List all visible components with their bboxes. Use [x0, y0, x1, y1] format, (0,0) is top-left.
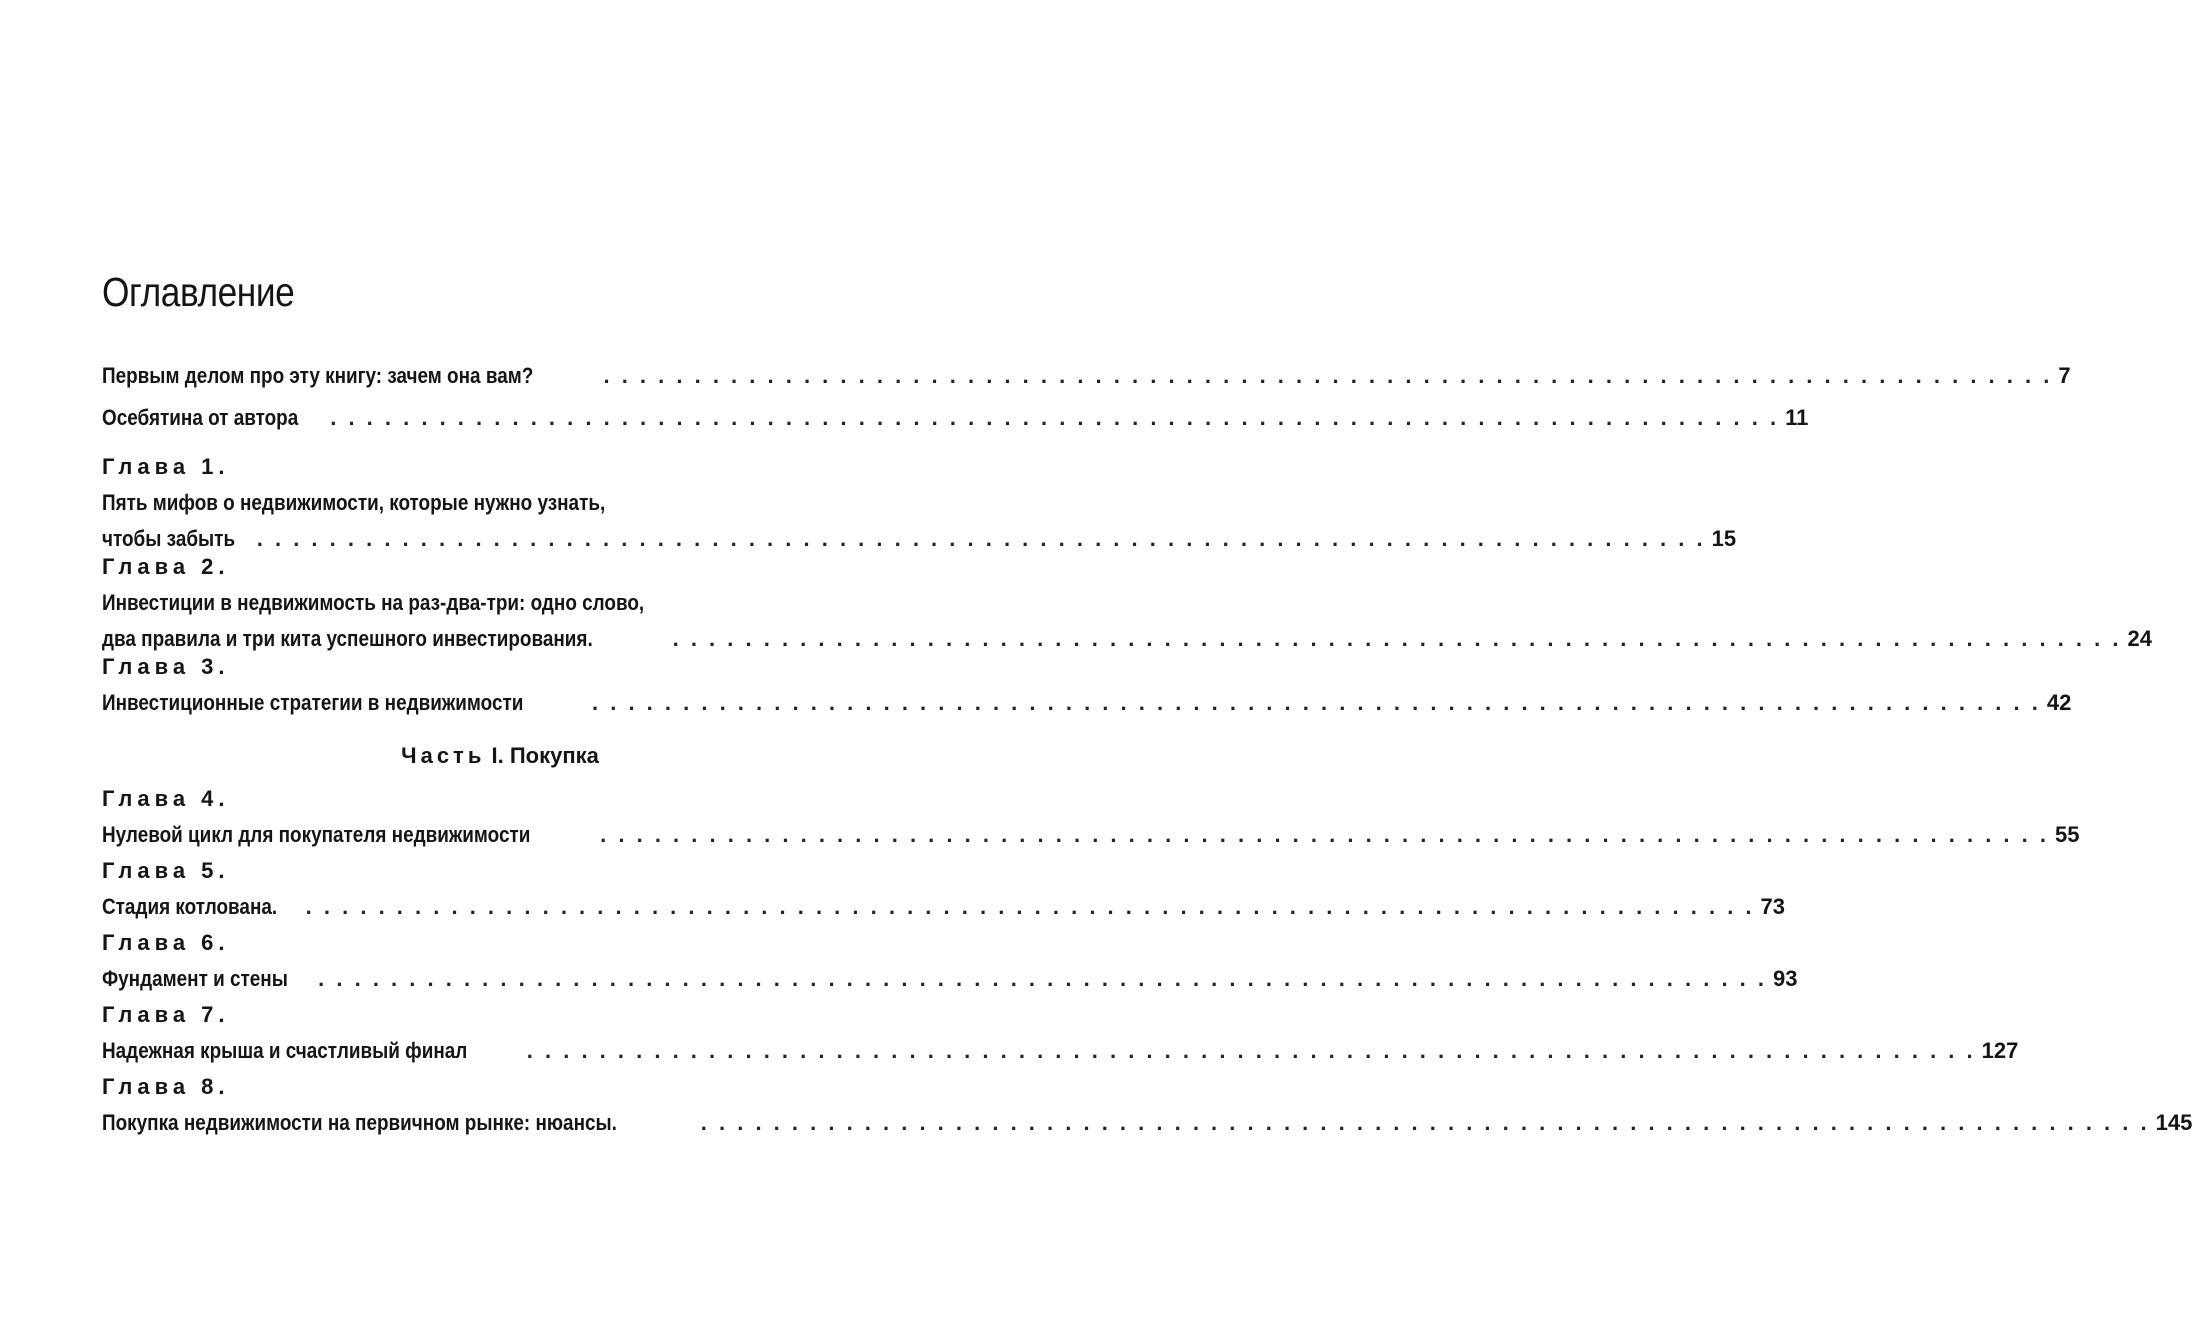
entry-title: Надежная крыша и счастливый финал [102, 1038, 468, 1063]
entry-title: Нулевой цикл для покупателя недвижимости [102, 822, 531, 847]
toc-entry[interactable] [102, 649, 2072, 721]
toc-title: Оглавление [102, 269, 295, 315]
dot-leader: . . . . . . . . . . . . . . . . . . . . . . . . . . . . . . . . . . . . . . . . . . . . . . . . . . . . . . . . . . . . . . . . . . . . . . . . . . . . . . . . [672, 626, 2122, 651]
entry-title-continued: два правила и три кита успешного инвестирования. [102, 626, 593, 651]
page-number: 145 [2155, 1110, 2192, 1135]
entry-title: Первым делом про эту книгу: зачем она вам? [102, 363, 534, 388]
entry-title: Осебятина от автора [102, 405, 299, 430]
page-number: 24 [2127, 626, 2152, 651]
dot-leader: . . . . . . . . . . . . . . . . . . . . . . . . . . . . . . . . . . . . . . . . . . . . . . . . . . . . . . . . . . . . . . . . . . . . . . . . . . . . . . . . [603, 363, 2053, 388]
chapter-label: Глава 6. [102, 930, 230, 955]
page-number: 42 [2046, 690, 2072, 715]
chapter-label: Глава 7. [102, 1002, 230, 1027]
chapter-label: Глава 8. [102, 1074, 230, 1099]
part-title: I. Покупка [491, 743, 599, 768]
entry-title: Пять мифов о недвижимости, которые нужно узнать, [102, 490, 606, 515]
chapter-label: Глава 1. [102, 454, 230, 479]
toc-entry[interactable] [102, 997, 2019, 1069]
dot-leader: . . . . . . . . . . . . . . . . . . . . . . . . . . . . . . . . . . . . . . . . . . . . . . . . . . . . . . . . . . . . . . . . . . . . . . . . . . . . . . . . [305, 894, 1755, 919]
toc-entry[interactable] [102, 549, 2152, 657]
entry-title-continued: чтобы забыть [102, 526, 236, 551]
toc-entry[interactable] [102, 925, 1798, 997]
dot-leader: . . . . . . . . . . . . . . . . . . . . . . . . . . . . . . . . . . . . . . . . . . . . . . . . . . . . . . . . . . . . . . . . . . . . . . . . . . . . . . . . [600, 822, 2049, 847]
toc-entry[interactable] [102, 449, 1737, 557]
dot-leader: . . . . . . . . . . . . . . . . . . . . . . . . . . . . . . . . . . . . . . . . . . . . . . . . . . . . . . . . . . . . . . . . . . . . . . . . . . . . . . . . [256, 526, 1706, 551]
entry-title: Стадия котлована. [102, 894, 278, 919]
page-number: 11 [1785, 405, 1809, 430]
toc-entry[interactable] [102, 781, 2080, 853]
part-heading [0, 738, 1000, 774]
page-number: 93 [1773, 966, 1798, 991]
dot-leader: . . . . . . . . . . . . . . . . . . . . . . . . . . . . . . . . . . . . . . . . . . . . . . . . . . . . . . . . . . . . . . . . . . . . . . . . . . . . . . . . [330, 405, 1780, 430]
dot-leader: . . . . . . . . . . . . . . . . . . . . . . . . . . . . . . . . . . . . . . . . . . . . . . . . . . . . . . . . . . . . . . . . . . . . . . . . . . . . . . . . [526, 1038, 1976, 1063]
chapter-label: Глава 2. [102, 554, 230, 579]
entry-title: Инвестиции в недвижимость на раз-два-три: одно слово, [102, 590, 645, 615]
page-number: 55 [2055, 822, 2080, 847]
chapter-label: Глава 3. [102, 654, 230, 679]
entry-title: Фундамент и стены [102, 966, 288, 991]
page-number: 73 [1760, 894, 1786, 919]
page-number: 7 [2058, 363, 2071, 388]
dot-leader: . . . . . . . . . . . . . . . . . . . . . . . . . . . . . . . . . . . . . . . . . . . . . . . . . . . . . . . . . . . . . . . . . . . . . . . . . . . . . . . . [700, 1110, 2150, 1135]
entry-title: Покупка недвижимости на первичном рынке: нюансы. [102, 1110, 617, 1135]
chapter-label: Глава 4. [102, 786, 230, 811]
part-label: Часть [401, 743, 486, 768]
page-number: 127 [1981, 1038, 2019, 1063]
dot-leader: . . . . . . . . . . . . . . . . . . . . . . . . . . . . . . . . . . . . . . . . . . . . . . . . . . . . . . . . . . . . . . . . . . . . . . . . . . . . . . . . [318, 966, 1768, 991]
toc-entry[interactable] [102, 358, 2071, 394]
dot-leader: . . . . . . . . . . . . . . . . . . . . . . . . . . . . . . . . . . . . . . . . . . . . . . . . . . . . . . . . . . . . . . . . . . . . . . . . . . . . . . . . [592, 690, 2041, 715]
entry-title: Инвестиционные стратегии в недвижимости [102, 690, 524, 715]
toc-entry[interactable] [102, 1069, 2192, 1141]
page-number: 15 [1711, 526, 1737, 551]
chapter-label: Глава 5. [102, 858, 230, 883]
toc-entry[interactable] [102, 853, 1786, 925]
toc-entry[interactable] [102, 400, 1809, 436]
